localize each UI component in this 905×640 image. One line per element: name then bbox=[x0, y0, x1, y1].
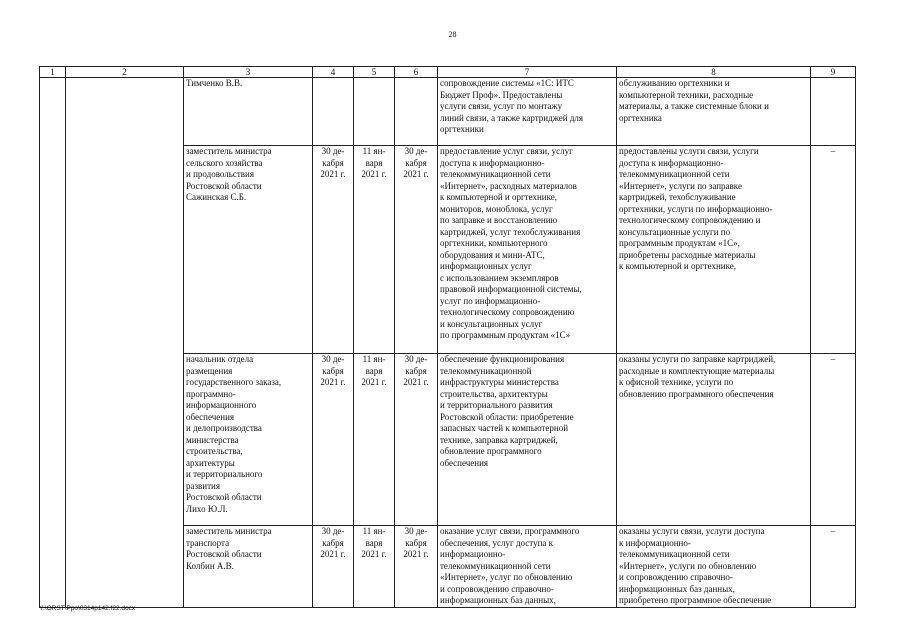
results: оказаны услуги связи, услуги доступа к информационно- телекоммуникационной сети «Интернет», услуги по обновлению и сопровождению справочно- информационных баз данных, приобретено программное обеспечение bbox=[617, 526, 811, 608]
header-col-9: 9 bbox=[811, 67, 856, 78]
responsible-person: заместитель министра сельского хозяйства и продовольствия Ростовской области Сажинская С.Б. bbox=[184, 146, 313, 354]
header-col-6: 6 bbox=[395, 67, 438, 78]
responsible-person: начальник отдела размещения государственного заказа, программно- информационного обеспечения и делопроизводства министерства строительства, архитектуры и территориального развития Ростовской области Лихо Ю.Л. bbox=[184, 354, 313, 526]
planned-measures: оказание услуг связи, программного обеспечения, услуг доступа к информационно- телекоммуникационной сети «Интернет», услуг по обновлению и сопровождению справочно- информационных баз данных, bbox=[438, 526, 617, 608]
date-col4 bbox=[313, 78, 354, 146]
planned-measures: предоставление услуг связи, услуг доступа к информационно- телекоммуникационной сети «Интернет», расходных материалов к компьютерной и оргтехнике, мониторов, моноблока, услуг по заправке и восстановлению картриджей, услуг техобслуживания оргтехники, компьютерного оборудования и мини-АТС, информационных услуг с использованием экземпляров правовой информационной системы, услуг по информационно- технологическому сопровождению и консультационных услуг по программным продуктам «1С» bbox=[438, 146, 617, 354]
date-col5: 11 ян- варя 2021 г. bbox=[354, 354, 395, 526]
date-col6 bbox=[395, 78, 438, 146]
date-col6: 30 де- кабря 2021 г. bbox=[395, 354, 438, 526]
date-col5: 11 ян- варя 2021 г. bbox=[354, 146, 395, 354]
notes: – bbox=[811, 146, 856, 354]
cell-col1 bbox=[40, 78, 66, 608]
responsible-person: заместитель министра транспорта Ростовской области Колбин А.В. bbox=[184, 526, 313, 608]
date-col4: 30 де- кабря 2021 г. bbox=[313, 526, 354, 608]
date-col4: 30 де- кабря 2021 г. bbox=[313, 354, 354, 526]
results: оказаны услуги по заправке картриджей, расходные и комплектующие материалы к офисной технике, услуги по обновлению программного обеспечения bbox=[617, 354, 811, 526]
results: предоставлены услуги связи, услуги доступа к информационно- телекоммуникационной сети «Интернет», услуги по заправке картриджей, техобслуживание оргтехники, услуги по информационно- технологическому сопровождению и консультационные услуги по программным продуктам «1С», приобретены расходные материалы к компьютерной и оргтехнике, bbox=[617, 146, 811, 354]
report-table bbox=[39, 66, 856, 608]
header-col-7: 7 bbox=[438, 67, 617, 78]
header-col-1: 1 bbox=[40, 67, 66, 78]
header-row bbox=[40, 67, 856, 78]
header-col-5: 5 bbox=[354, 67, 395, 78]
planned-measures: обеспечение функционирования телекоммуникационной инфраструктуры министерства строительства, архитектуры и территориального развития Ростовской области: приобретение запасных частей к компьютерной технике, заправка картриджей, обновление программного обеспечения bbox=[438, 354, 617, 526]
cell-col2 bbox=[66, 78, 184, 608]
header-col-8: 8 bbox=[617, 67, 811, 78]
notes: – bbox=[811, 354, 856, 526]
page-number: 28 bbox=[448, 30, 457, 39]
date-col5 bbox=[354, 78, 395, 146]
date-col6: 30 де- кабря 2021 г. bbox=[395, 526, 438, 608]
date-col5: 11 ян- варя 2021 г. bbox=[354, 526, 395, 608]
notes bbox=[811, 78, 856, 146]
results: обслуживанию оргтехники и компьютерной техники, расходные материалы, а также системные блоки и оргтехника bbox=[617, 78, 811, 146]
file-path-footer: Y:\ORST\Ppo\0314p142.f22.docx bbox=[39, 605, 136, 612]
header-col-3: 3 bbox=[184, 67, 313, 78]
table-row bbox=[40, 78, 856, 146]
responsible-person: Тимченко В.В. bbox=[184, 78, 313, 146]
notes: – bbox=[811, 526, 856, 608]
header-col-2: 2 bbox=[66, 67, 184, 78]
date-col4: 30 де- кабря 2021 г. bbox=[313, 146, 354, 354]
header-col-4: 4 bbox=[313, 67, 354, 78]
date-col6: 30 де- кабря 2021 г. bbox=[395, 146, 438, 354]
planned-measures: сопровождение системы «1С: ИТС Бюджет Проф». Предоставлены услуги связи, услуг по монтажу линий связи, а также картриджей для оргтехники bbox=[438, 78, 617, 146]
